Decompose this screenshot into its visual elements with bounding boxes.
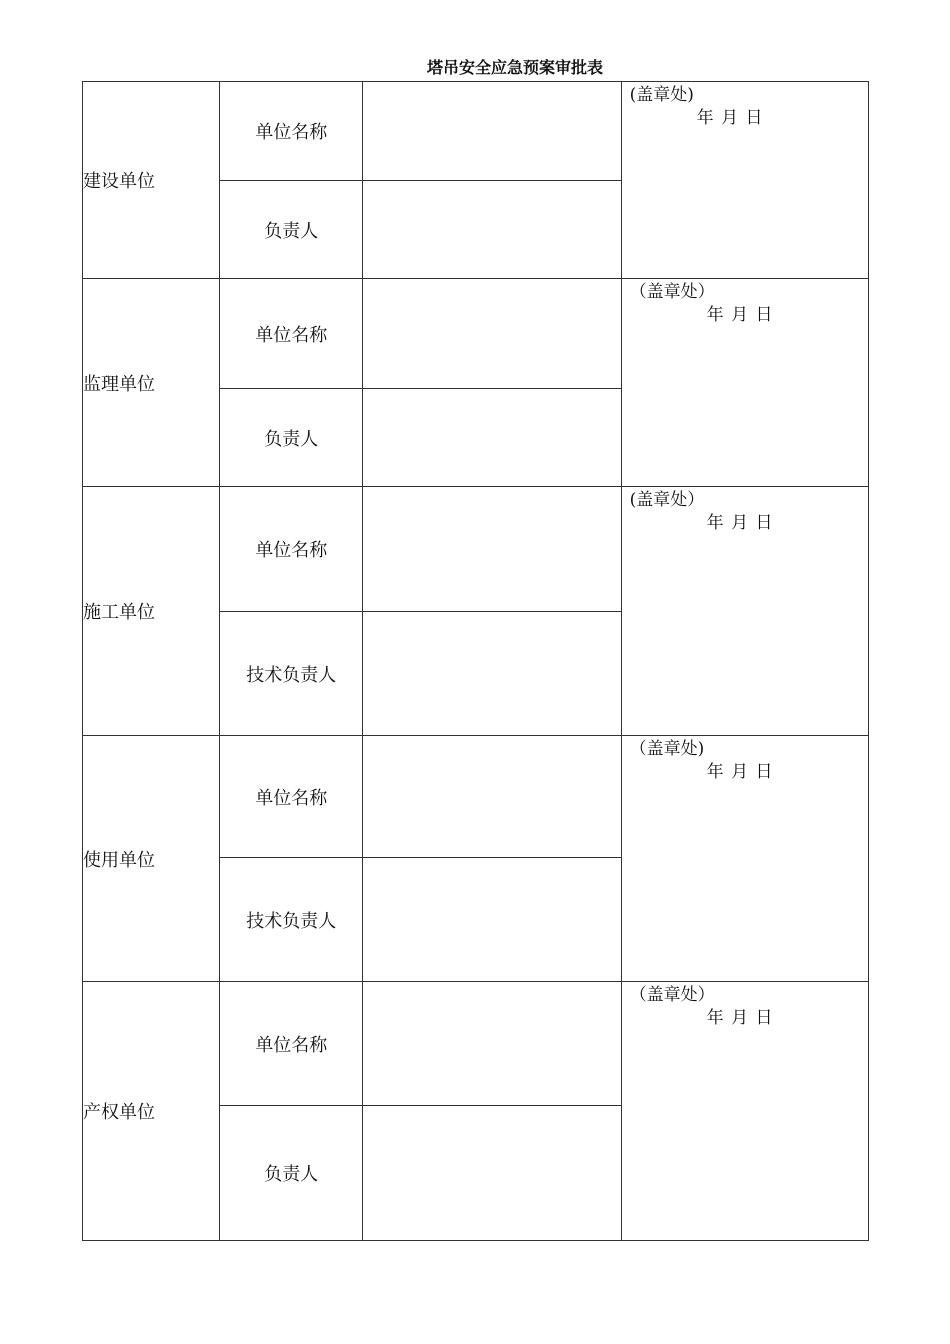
table-row bbox=[83, 279, 869, 389]
field-label: 技术负责人 bbox=[220, 612, 363, 736]
seal-area[interactable] bbox=[621, 982, 868, 1241]
seal-label: （盖章处） bbox=[629, 985, 715, 1005]
unit-name-field[interactable] bbox=[363, 279, 621, 389]
field-label: 单位名称 bbox=[220, 982, 363, 1106]
date-label: 年 月 日 bbox=[706, 513, 774, 533]
seal-label: (盖章处） bbox=[629, 490, 705, 510]
person-in-charge-field[interactable] bbox=[363, 181, 621, 279]
unit-name-field[interactable] bbox=[363, 82, 621, 181]
technical-lead-field[interactable] bbox=[363, 858, 621, 982]
unit-name-field[interactable] bbox=[363, 487, 621, 612]
unit-name-field[interactable] bbox=[363, 982, 621, 1106]
table-row bbox=[83, 736, 869, 858]
table-row bbox=[83, 487, 869, 612]
unit-name-field[interactable] bbox=[363, 736, 621, 858]
unit-type-cell: 监理单位 bbox=[83, 279, 220, 487]
technical-lead-field[interactable] bbox=[363, 612, 621, 736]
approval-form-table bbox=[82, 81, 869, 1241]
seal-label: （盖章处) bbox=[629, 739, 705, 759]
seal-area[interactable] bbox=[621, 736, 868, 982]
seal-label: (盖章处) bbox=[629, 85, 694, 105]
field-label: 负责人 bbox=[220, 181, 363, 279]
seal-area[interactable] bbox=[621, 487, 868, 736]
field-label: 单位名称 bbox=[220, 279, 363, 389]
unit-type-cell: 建设单位 bbox=[83, 82, 220, 279]
table-row bbox=[83, 982, 869, 1106]
seal-area[interactable] bbox=[621, 82, 868, 279]
person-in-charge-field[interactable] bbox=[363, 1106, 621, 1241]
field-label: 单位名称 bbox=[220, 487, 363, 612]
unit-type-cell: 施工单位 bbox=[83, 487, 220, 736]
seal-area[interactable] bbox=[621, 279, 868, 487]
person-in-charge-field[interactable] bbox=[363, 389, 621, 487]
field-label: 负责人 bbox=[220, 389, 363, 487]
seal-label: （盖章处） bbox=[629, 282, 715, 302]
date-label: 年 月 日 bbox=[706, 305, 774, 325]
unit-type-cell: 产权单位 bbox=[83, 982, 220, 1241]
form-title: 塔吊安全应急预案审批表 bbox=[426, 58, 603, 77]
field-label: 单位名称 bbox=[220, 736, 363, 858]
date-label: 年 月 日 bbox=[706, 762, 774, 782]
field-label: 负责人 bbox=[220, 1106, 363, 1241]
date-label: 年 月 日 bbox=[706, 1008, 774, 1028]
date-label: 年 月 日 bbox=[696, 108, 764, 128]
unit-type-cell: 使用单位 bbox=[83, 736, 220, 982]
field-label: 技术负责人 bbox=[220, 858, 363, 982]
field-label: 单位名称 bbox=[220, 82, 363, 181]
table-row bbox=[83, 82, 869, 181]
